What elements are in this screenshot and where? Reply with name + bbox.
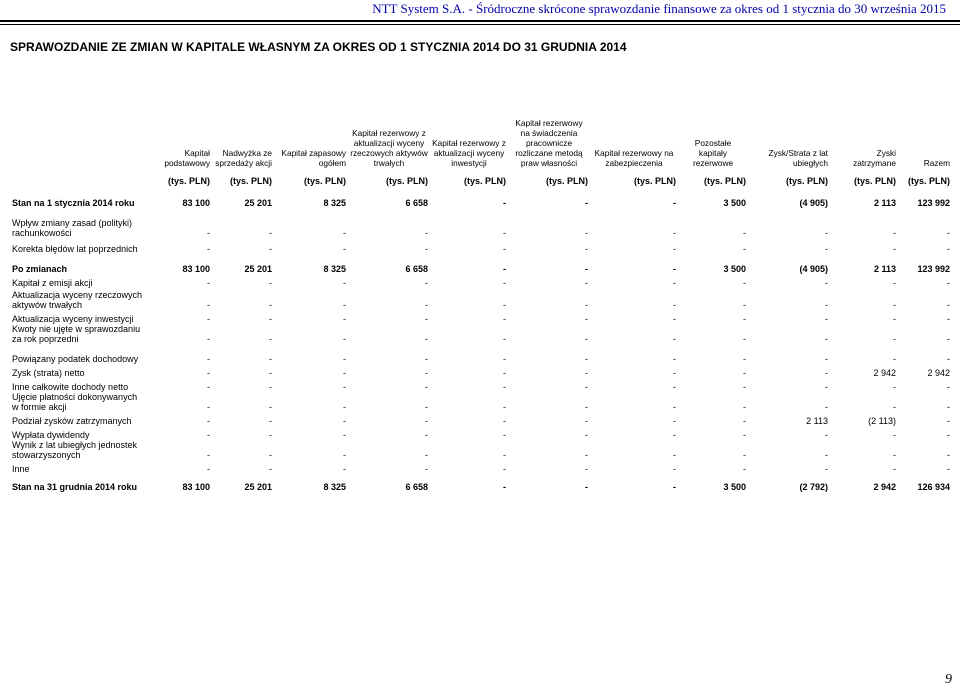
column-header-row xyxy=(10,100,952,168)
value-cell: - xyxy=(269,430,272,440)
value-cell: - xyxy=(893,450,896,460)
unit-cell: (tys. PLN) xyxy=(167,176,210,186)
value-cell: - xyxy=(269,334,272,344)
value-cell: - xyxy=(743,464,746,474)
value-cell: - xyxy=(947,278,950,288)
value-cell: - xyxy=(269,300,272,310)
value-cell: - xyxy=(673,314,676,324)
value-cell: - xyxy=(207,464,210,474)
statement-title: SPRAWOZDANIE ZE ZMIAN W KAPITALE WŁASNYM ZA OKRES OD 1 STYCZNIA 2014 DO 31 GRUDNIA 2014 xyxy=(10,40,627,54)
value-cell: - xyxy=(585,416,588,426)
value-cell: - xyxy=(893,464,896,474)
value-cell: - xyxy=(893,430,896,440)
value-cell: - xyxy=(207,300,210,310)
value-cell: - xyxy=(343,244,346,254)
value-cell: - xyxy=(825,382,828,392)
row-label: Inne xyxy=(12,464,30,474)
value-cell: - xyxy=(503,244,506,254)
value-cell: - xyxy=(825,334,828,344)
value-cell: 25 201 xyxy=(244,482,272,492)
value-cell: - xyxy=(673,198,676,208)
value-cell: - xyxy=(585,264,588,274)
value-cell: - xyxy=(825,402,828,412)
table-row xyxy=(10,440,952,460)
value-cell: - xyxy=(425,228,428,238)
unit-cell: (tys. PLN) xyxy=(545,176,588,186)
value-cell: - xyxy=(825,464,828,474)
table-row xyxy=(10,474,952,492)
value-cell: - xyxy=(343,430,346,440)
value-cell: - xyxy=(269,416,272,426)
col-header: Kapitał zapasowy ogółem xyxy=(281,148,346,168)
value-cell: - xyxy=(673,450,676,460)
value-cell: - xyxy=(585,354,588,364)
table-body xyxy=(10,186,952,492)
value-cell: - xyxy=(269,368,272,378)
value-cell: - xyxy=(207,382,210,392)
value-cell: 6 658 xyxy=(405,264,428,274)
value-cell: - xyxy=(743,334,746,344)
unit-cell: (tys. PLN) xyxy=(385,176,428,186)
value-cell: - xyxy=(585,334,588,344)
value-cell: - xyxy=(947,416,950,426)
value-cell: - xyxy=(269,464,272,474)
value-cell: - xyxy=(425,416,428,426)
value-cell: - xyxy=(343,334,346,344)
value-cell: 83 100 xyxy=(182,198,210,208)
value-cell: - xyxy=(673,354,676,364)
row-label: Korekta błędów lat poprzednich xyxy=(12,244,138,254)
value-cell: - xyxy=(825,314,828,324)
value-cell: - xyxy=(947,402,950,412)
value-cell: - xyxy=(825,354,828,364)
value-cell: - xyxy=(425,402,428,412)
value-cell: (4 905) xyxy=(799,198,828,208)
value-cell: 3 500 xyxy=(723,482,746,492)
value-cell: - xyxy=(825,244,828,254)
value-cell: - xyxy=(207,278,210,288)
value-cell: 126 934 xyxy=(917,482,950,492)
value-cell: - xyxy=(343,228,346,238)
header-rule xyxy=(0,20,960,22)
table-row xyxy=(10,378,952,392)
value-cell: - xyxy=(585,464,588,474)
value-cell: - xyxy=(269,278,272,288)
col-header: Zyski zatrzymane xyxy=(853,148,896,168)
row-label: Podział zysków zatrzymanych xyxy=(12,416,132,426)
equity-changes-table xyxy=(10,100,952,492)
value-cell: - xyxy=(343,464,346,474)
value-cell: - xyxy=(743,300,746,310)
value-cell: 3 500 xyxy=(723,198,746,208)
value-cell: - xyxy=(503,300,506,310)
value-cell: - xyxy=(425,244,428,254)
value-cell: - xyxy=(425,300,428,310)
value-cell: - xyxy=(343,450,346,460)
table-row xyxy=(10,460,952,474)
table-row xyxy=(10,238,952,254)
value-cell: - xyxy=(893,334,896,344)
value-cell: - xyxy=(503,198,506,208)
value-cell: - xyxy=(343,314,346,324)
page-number: 9 xyxy=(945,672,952,687)
unit-cell: (tys. PLN) xyxy=(703,176,746,186)
header-text: NTT System S.A. - Śródroczne skrócone sprawozdanie finansowe za okres od 1 stycznia do 30 września 2015 xyxy=(372,1,946,16)
value-cell: - xyxy=(585,314,588,324)
value-cell: - xyxy=(425,314,428,324)
value-cell: - xyxy=(947,244,950,254)
value-cell: - xyxy=(585,228,588,238)
value-cell: - xyxy=(947,314,950,324)
value-cell: - xyxy=(503,314,506,324)
col-header: Kapitał rezerwowy z aktualizacji wyceny inwestycji xyxy=(432,138,506,168)
value-cell: - xyxy=(503,464,506,474)
value-cell: - xyxy=(585,300,588,310)
value-cell: - xyxy=(673,368,676,378)
col-header: Kapitał rezerwowy z aktualizacji wyceny rzeczowych aktywów trwałych xyxy=(350,128,428,168)
col-header: Kapitał rezerwowy na świadczenia pracownicze rozliczane metodą praw własności xyxy=(515,118,583,168)
value-cell: - xyxy=(585,368,588,378)
value-cell: - xyxy=(207,314,210,324)
row-label: Aktualizacja wyceny rzeczowych aktywów trwałych xyxy=(12,290,143,310)
value-cell: - xyxy=(207,416,210,426)
unit-cell: (tys. PLN) xyxy=(853,176,896,186)
value-cell: - xyxy=(673,402,676,412)
row-label: Zysk (strata) netto xyxy=(12,368,85,378)
table-row xyxy=(10,392,952,412)
value-cell: - xyxy=(673,430,676,440)
value-cell: - xyxy=(825,278,828,288)
table-row xyxy=(10,186,952,208)
unit-cell: (tys. PLN) xyxy=(229,176,272,186)
value-cell: 123 992 xyxy=(917,264,950,274)
value-cell: - xyxy=(503,482,506,492)
value-cell: - xyxy=(269,402,272,412)
value-cell: - xyxy=(207,368,210,378)
unit-cell: (tys. PLN) xyxy=(303,176,346,186)
value-cell: - xyxy=(673,278,676,288)
value-cell: - xyxy=(825,450,828,460)
value-cell: - xyxy=(947,430,950,440)
value-cell: - xyxy=(425,450,428,460)
value-cell: - xyxy=(743,314,746,324)
value-cell: - xyxy=(503,228,506,238)
value-cell: 25 201 xyxy=(244,264,272,274)
col-header: Razem xyxy=(923,158,950,168)
value-cell: - xyxy=(743,354,746,364)
value-cell: (4 905) xyxy=(799,264,828,274)
value-cell: 6 658 xyxy=(405,482,428,492)
row-label: Stan na 31 grudnia 2014 roku xyxy=(12,482,138,492)
value-cell: - xyxy=(893,244,896,254)
value-cell: - xyxy=(425,334,428,344)
value-cell: - xyxy=(269,244,272,254)
value-cell: 123 992 xyxy=(917,198,950,208)
value-cell: - xyxy=(207,228,210,238)
value-cell: - xyxy=(673,334,676,344)
value-cell: - xyxy=(425,464,428,474)
value-cell: 2 113 xyxy=(806,416,828,426)
row-label: Aktualizacja wyceny inwestycji xyxy=(12,314,134,324)
value-cell: 25 201 xyxy=(244,198,272,208)
value-cell: - xyxy=(947,450,950,460)
value-cell: - xyxy=(207,402,210,412)
value-cell: - xyxy=(743,382,746,392)
col-header: Nadwyżka ze sprzedaży akcji xyxy=(215,148,272,168)
value-cell: - xyxy=(425,382,428,392)
value-cell: 2 113 xyxy=(873,264,896,274)
unit-cell: (tys. PLN) xyxy=(633,176,676,186)
value-cell: - xyxy=(893,278,896,288)
value-cell: - xyxy=(743,278,746,288)
value-cell: 8 325 xyxy=(323,264,346,274)
value-cell: - xyxy=(503,450,506,460)
value-cell: - xyxy=(503,382,506,392)
value-cell: - xyxy=(343,354,346,364)
value-cell: - xyxy=(425,368,428,378)
value-cell: - xyxy=(503,354,506,364)
value-cell: - xyxy=(673,464,676,474)
value-cell: - xyxy=(825,228,828,238)
value-cell: - xyxy=(743,368,746,378)
value-cell: - xyxy=(825,430,828,440)
table-row xyxy=(10,274,952,288)
row-label: Kapitał z emisji akcji xyxy=(12,278,93,288)
corner-cell xyxy=(10,100,148,168)
value-cell: - xyxy=(425,278,428,288)
value-cell: - xyxy=(269,354,272,364)
row-label: Inne całkowite dochody netto xyxy=(12,382,129,392)
col-header: Pozostałe kapitały rezerwowe xyxy=(692,138,734,168)
value-cell: - xyxy=(207,430,210,440)
value-cell: - xyxy=(585,430,588,440)
row-label: Ujęcie płatności dokonywanych w formie akcji xyxy=(12,392,138,412)
row-label: Wpływ zmiany zasad (polityki) rachunkowości xyxy=(12,218,133,238)
unit-cell: (tys. PLN) xyxy=(785,176,828,186)
value-cell: - xyxy=(207,334,210,344)
value-cell: - xyxy=(743,244,746,254)
value-cell: - xyxy=(269,228,272,238)
value-cell: - xyxy=(343,278,346,288)
value-cell: - xyxy=(207,354,210,364)
value-cell: - xyxy=(503,402,506,412)
value-cell: - xyxy=(743,430,746,440)
value-cell: - xyxy=(673,382,676,392)
row-label: Powiązany podatek dochodowy xyxy=(12,354,139,364)
value-cell: - xyxy=(947,228,950,238)
value-cell: 8 325 xyxy=(323,198,346,208)
value-cell: - xyxy=(503,416,506,426)
value-cell: - xyxy=(425,354,428,364)
value-cell: - xyxy=(343,300,346,310)
value-cell: - xyxy=(207,244,210,254)
value-cell: - xyxy=(269,382,272,392)
value-cell: - xyxy=(673,416,676,426)
value-cell: - xyxy=(743,228,746,238)
value-cell: 6 658 xyxy=(405,198,428,208)
value-cell: - xyxy=(673,244,676,254)
value-cell: - xyxy=(947,334,950,344)
value-cell: - xyxy=(825,368,828,378)
value-cell: - xyxy=(825,300,828,310)
value-cell: - xyxy=(673,300,676,310)
value-cell: 2 942 xyxy=(873,482,896,492)
value-cell: - xyxy=(503,264,506,274)
table-row xyxy=(10,208,952,238)
row-label: Wypłata dywidendy xyxy=(12,430,90,440)
value-cell: - xyxy=(893,402,896,412)
table-row xyxy=(10,254,952,274)
value-cell: - xyxy=(893,228,896,238)
value-cell: - xyxy=(743,402,746,412)
value-cell: - xyxy=(893,314,896,324)
value-cell: 83 100 xyxy=(182,482,210,492)
row-label: Stan na 1 stycznia 2014 roku xyxy=(12,198,135,208)
page-header xyxy=(0,0,960,20)
value-cell: - xyxy=(207,450,210,460)
value-cell: - xyxy=(343,368,346,378)
table-row xyxy=(10,364,952,378)
table-row xyxy=(10,288,952,310)
value-cell: - xyxy=(673,228,676,238)
value-cell: 3 500 xyxy=(723,264,746,274)
col-header: Kapitał rezerwowy na zabezpieczenia xyxy=(594,148,674,168)
value-cell: - xyxy=(585,382,588,392)
unit-cell: (tys. PLN) xyxy=(463,176,506,186)
value-cell: - xyxy=(585,278,588,288)
row-label: Po zmianach xyxy=(12,264,68,274)
value-cell: - xyxy=(743,450,746,460)
value-cell: - xyxy=(585,450,588,460)
table-row xyxy=(10,412,952,426)
value-cell: 2 942 xyxy=(873,368,896,378)
table-row xyxy=(10,310,952,324)
value-cell: - xyxy=(585,198,588,208)
value-cell: - xyxy=(947,300,950,310)
value-cell: - xyxy=(893,382,896,392)
unit-cell: (tys. PLN) xyxy=(907,176,950,186)
value-cell: - xyxy=(673,264,676,274)
value-cell: - xyxy=(503,278,506,288)
value-cell: (2 792) xyxy=(799,482,828,492)
value-cell: 2 942 xyxy=(927,368,950,378)
row-label: Wynik z lat ubiegłych jednostek stowarzyszonych xyxy=(12,440,137,460)
value-cell: - xyxy=(503,368,506,378)
value-cell: - xyxy=(425,430,428,440)
value-cell: - xyxy=(673,482,676,492)
value-cell: - xyxy=(743,416,746,426)
value-cell: - xyxy=(503,334,506,344)
value-cell: - xyxy=(585,244,588,254)
value-cell: - xyxy=(585,402,588,412)
value-cell: 83 100 xyxy=(182,264,210,274)
unit-row xyxy=(10,168,952,186)
value-cell: - xyxy=(947,464,950,474)
value-cell: - xyxy=(269,450,272,460)
value-cell: - xyxy=(947,354,950,364)
value-cell: - xyxy=(947,382,950,392)
value-cell: - xyxy=(269,314,272,324)
value-cell: - xyxy=(343,402,346,412)
value-cell: 2 113 xyxy=(873,198,896,208)
value-cell: (2 113) xyxy=(868,416,896,426)
header-rule-thin xyxy=(0,24,960,25)
table-row xyxy=(10,324,952,344)
col-header: Kapitał podstawowy xyxy=(164,148,210,168)
table-row xyxy=(10,426,952,440)
row-label: Kwoty nie ujęte w sprawozdaniu za rok poprzedni xyxy=(12,324,141,344)
value-cell: - xyxy=(343,382,346,392)
value-cell: - xyxy=(343,416,346,426)
value-cell: 8 325 xyxy=(323,482,346,492)
value-cell: - xyxy=(503,430,506,440)
value-cell: - xyxy=(893,300,896,310)
table-row xyxy=(10,344,952,364)
value-cell: - xyxy=(585,482,588,492)
col-header: Zysk/Strata z lat ubiegłych xyxy=(768,148,828,168)
value-cell: - xyxy=(893,354,896,364)
